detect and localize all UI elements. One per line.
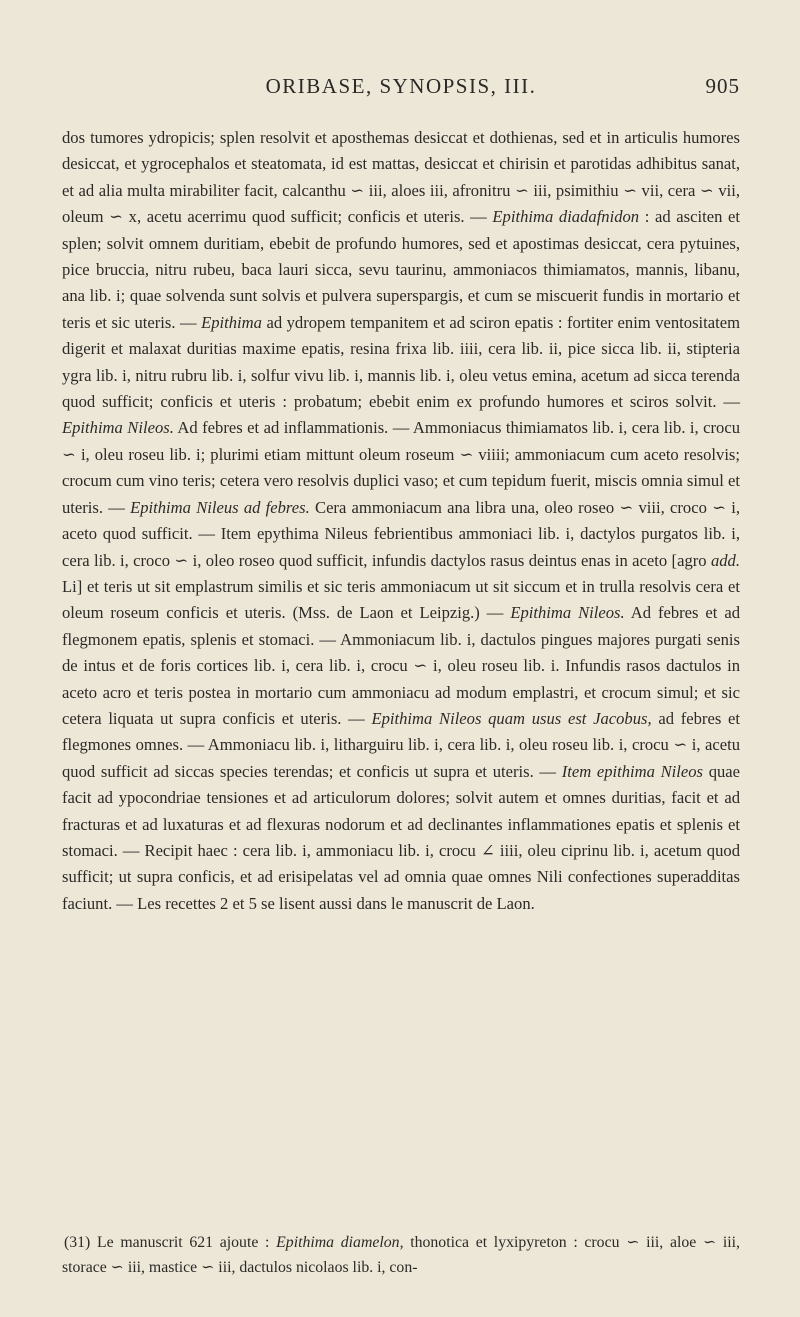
running-title: ORIBASE, SYNOPSIS, III. <box>265 74 537 98</box>
recipe-title: Epithima Nileus ad febres. <box>130 497 310 517</box>
footnote-title: Epithima diamelon, <box>276 1234 404 1251</box>
text-run: dos tumores ydropicis; splen resolvit et aposthemas desiccat et dothienas, sed et in articulis humores desiccat, et ygrocephalos et steatomata, id est mattas, desiccat et chirisin et parotidas adhibitus sanat, et ad alia multa mirabiliter facit, calcanthu ∽ iii, aloes iii, afronitru ∽ iii, psimithiu ∽ vii, cera ∽ vii, oleum ∽ x, acetu acerrimu quod sufficit; conficis et uteris. — <box>62 128 740 227</box>
text-run: Ad febres et ad inflammationis. — Ammoniacus thimiamatos lib. i, cera lib. i, crocu ∽ i, oleu roseu lib. i; plurimi etiam mittunt oleum roseum ∽ viiii; ammoniacum cum aceto resolvis; crocum cum vino teris; cetera vero resolvis duplici vaso; et cum tepidum fuerit, miscis omnia simul et uteris. — <box>62 418 740 517</box>
footnote <box>62 1231 740 1280</box>
page-number: 905 <box>705 74 740 98</box>
main-text <box>62 125 740 917</box>
editorial-note: add. <box>710 550 740 570</box>
text-run: : ad asciten et splen; solvit omnem duritiam, ebebit de profundo humores, sed et apostimas desiccat, cera pytuines, pice bruccia, nitru rubeu, baca lauri sicca, sevu taurinu, ammoniacos thimiamatos, mannis, libanu, ana lib. i; quae solvenda sunt solvis et pulvera superspargis, et cum se miscuerit fundis in mortario et teris et sic uteris. — <box>62 207 740 332</box>
text-run: ad febres et flegmones omnes. — Ammoniacu lib. i, litharguiru lib. i, cera lib. i, oleu roseu lib. i, crocu ∽ i, acetu quod sufficit ad siccas species terendas; et conficis ut supra et uteris. — <box>62 708 740 781</box>
page-header <box>62 74 740 102</box>
footnote-text: (31) Le manuscrit 621 ajoute : <box>64 1234 270 1251</box>
recipe-title: Item epithima Nileos <box>561 761 703 781</box>
text-run: ad ydropem tempanitem et ad sciron epatis : fortiter enim ventositatem digerit et malaxat duritias maxime epatis, resina frixa lib. iiii, cera lib. ii, pice sicca lib. ii, stipteria ygra lib. i, nitru rubru lib. i, solfur vivu lib. i, mannis lib. i, oleu vetus emina, acetum ad sicca terenda quod sufficit; conficis et uteris : probatum; ebebit enim ex profundo humores et sciros solvit. — <box>62 312 741 412</box>
text-run: Cera ammoniacum ana libra una, oleo roseo ∽ viii, croco ∽ i, aceto quod sufficit. — Item epythima Nileus febrientibus ammoniaci lib. i, dactylos purgatos lib. i, cera lib. i, croco ∽ i, oleo roseo quod sufficit, infundis dactylos rasus deintus enas in aceto [agro <box>62 497 741 570</box>
main-paragraph <box>62 125 740 917</box>
text-run: quae facit ad ypocondriae tensiones et ad articulorum dolores; solvit autem et omnes duritias, facit et ad fracturas et ad luxaturas et ad flexuras nodorum et ad declinantes inflammationes epatis et splenis et stomaci. — Recipit haec : cera lib. i, ammoniacu lib. i, crocu ∠ iiii, oleu ciprinu lib. i, acetum quod sufficit; ut supra conficis, et ad erisipelatas vel ad omnia quae omnes Nili confectiones superadditas faciunt. — Les recettes 2 et 5 se lisent aussi dans le manuscrit de Laon. <box>62 761 741 913</box>
text-run: Ad febres et ad flegmonem epatis, splenis et stomaci. — Ammoniacum lib. i, dactulos pingues majores purgati senis de intus et de foris cortices lib. i, cera lib. i, crocu ∽ i, oleu roseu lib. i. Infundis rasos dactulos in aceto acro et teris postea in mortario cum ammoniacu ad modum emplastri, et crocum simul; et sic cetera liquata ut supra conficis et uteris. — <box>62 603 741 728</box>
recipe-title: Epithima Nileos quam usus est Jacobus, <box>371 708 652 728</box>
footnote-text: thonotica et lyxipyreton : crocu ∽ iii, aloe ∽ iii, storace ∽ iii, mastice ∽ iii, dactulos nicolaos lib. i, con- <box>62 1234 740 1276</box>
recipe-title: Epithima <box>201 312 262 332</box>
text-run: Li] et teris ut sit emplastrum similis et sic teris ammoniacum ut sit siccum et in trulla resolvis cera et oleum roseum conficis et uteris. (Mss. de Laon et Leipzig.) — <box>62 576 740 623</box>
recipe-title: Epithima Nileos. <box>510 603 625 623</box>
recipe-title: Epithima diadafnidon <box>492 207 640 227</box>
recipe-title: Epithima Nileos. <box>62 418 174 438</box>
